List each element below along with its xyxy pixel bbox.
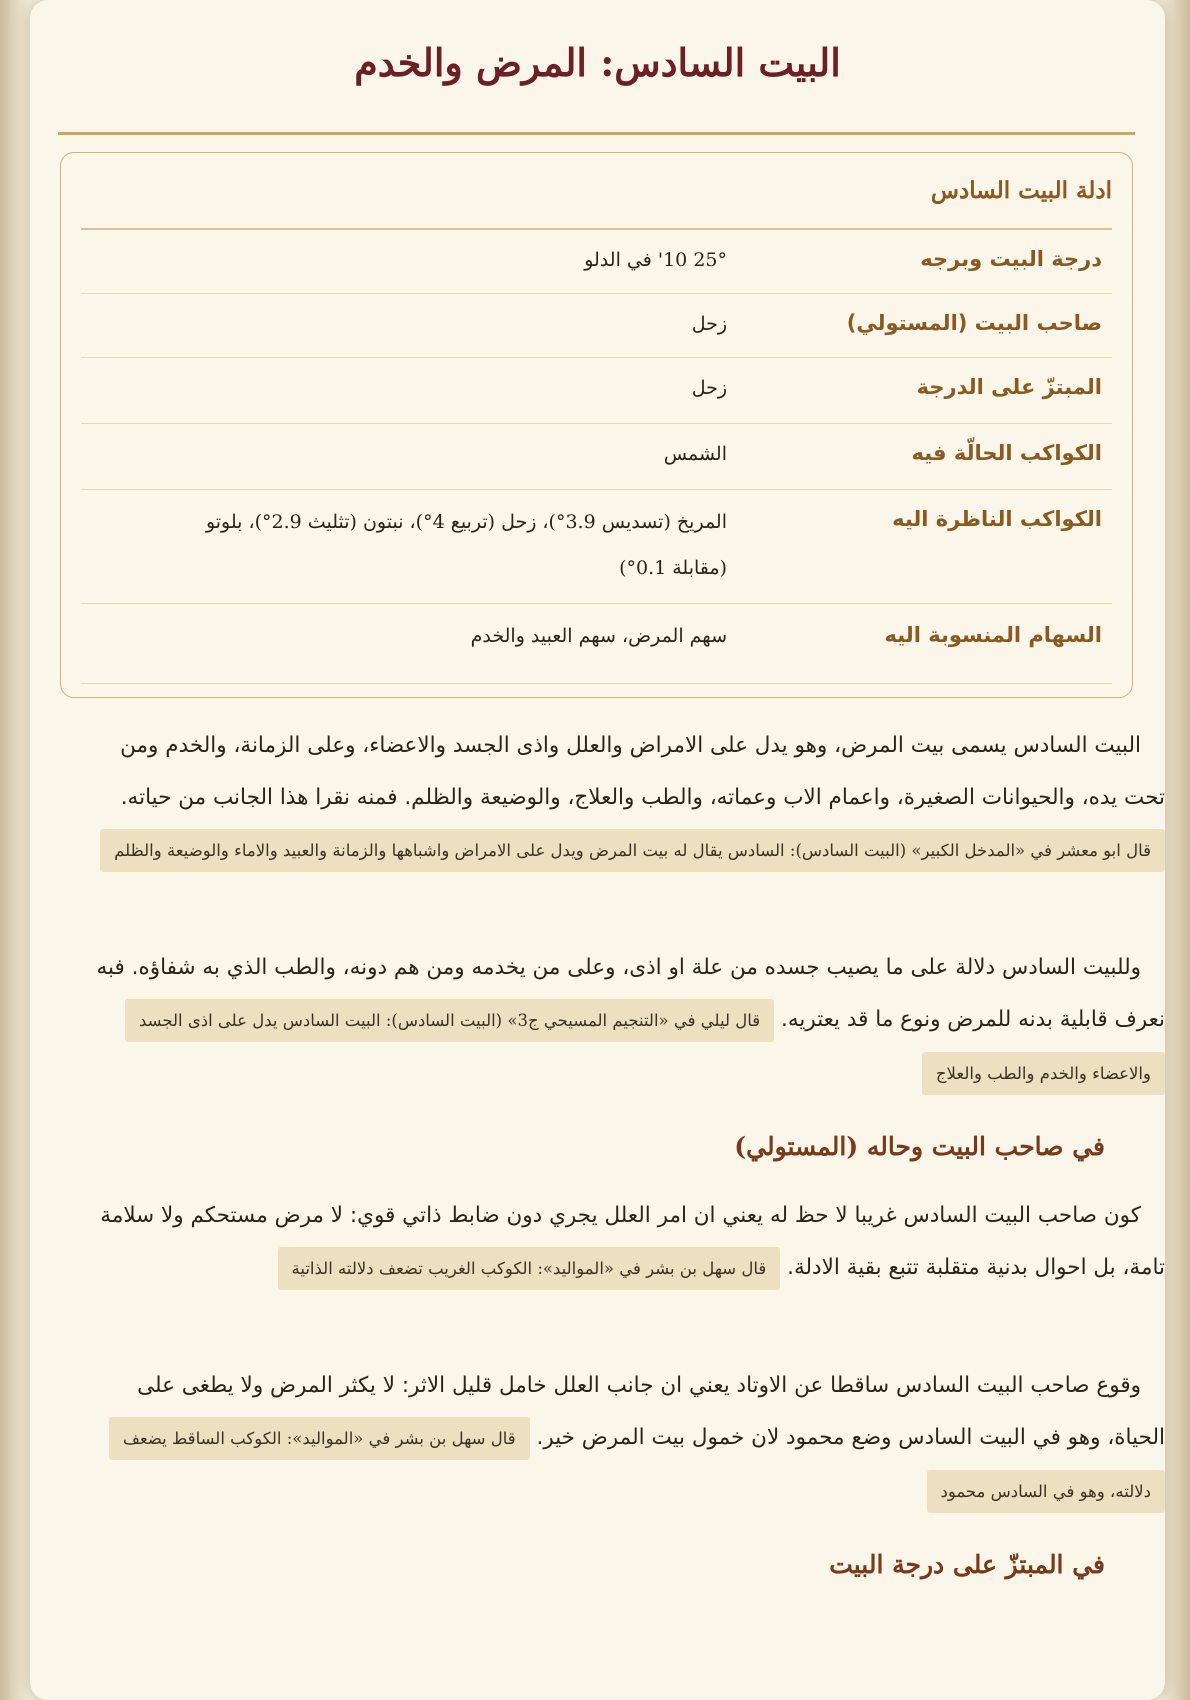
row-label-ruler: صاحب البيت (المستولي) [846,311,1102,335]
divider [81,683,1112,684]
citation: قال ليلي في «التنجيم المسيحي ج3» (البيت السادس): البيت السادس يدل على اذى الجسد والاعضاء والخدم والطب والعلاج [125,999,1165,1095]
row-label-degree: درجة البيت وبرجه [920,247,1102,271]
paragraph-text: وقوع صاحب البيت السادس ساقطا عن الاوتاد يعني ان جانب العلل خامل قليل الاثر: لا يكثر المرض ولا يطغى على الحياة، وهو في البيت السادس وضع محمود لان خمول بيت المرض خير. [137,1373,1165,1450]
row-label-planets-in: الكواكب الحالّة فيه [911,441,1102,465]
house-indicators-box [60,152,1133,698]
paragraph-text: وللبيت السادس دلالة على ما يصيب جسده من علة او اذى، وعلى من يخدمه ومن هم دونه، والطب الذي به شفاؤه. فبه نعرف قابلية بدنه للمرض ونوع ما قد يعتريه. [96,955,1165,1032]
title-divider [58,132,1135,135]
page-title: البيت السادس: المرض والخدم [354,40,841,85]
infobox-title: ادلة البيت السادس [930,177,1112,204]
divider [81,603,1112,604]
row-value-almuten: زحل [691,377,727,399]
row-label-aspects: الكواكب الناظرة اليه [892,507,1102,531]
section-heading: في المبتزّ على درجة البيت [829,1550,1105,1579]
citation: قال سهل بن بشر في «المواليد»: الكوكب الغريب تضعف دلالته الذاتية [278,1247,781,1290]
paragraph [84,942,1165,1100]
divider [81,228,1112,230]
row-value-degree: 25° 10' في الدلو [584,249,727,271]
row-label-almuten: المبتزّ على الدرجة [916,375,1102,399]
page [30,0,1165,1700]
citation: قال ابو معشر في «المدخل الكبير» (البيت السادس): السادس يقال له بيت المرض ويدل على الامراض واشباهها والزمانة والعبيد والاماء والوضيعة والظلم [100,829,1165,872]
row-value-ruler: زحل [691,313,727,335]
paragraph [84,720,1165,877]
citation: قال سهل بن بشر في «المواليد»: الكوكب الساقط يضعف دلالته، وهو في السادس محمود [109,1417,1165,1513]
divider [81,293,1112,294]
divider [81,423,1112,424]
paragraph-text: البيت السادس يسمى بيت المرض، وهو يدل على الامراض والعلل واذى الجسد والاعضاء، وعلى الزمانة، والخدم ومن تحت يده، والحيوانات الصغيرة، واعمام الاب وعماته، والطب والعلاج، والوضيعة والظلم. فمنه نقرا هذا الجانب من حياته. [120,733,1165,810]
paragraph [84,1360,1165,1518]
row-label-lots: السهام المنسوبة اليه [884,623,1102,647]
divider [81,357,1112,358]
divider [81,489,1112,490]
row-value-lots: سهم المرض، سهم العبيد والخدم [470,625,727,647]
section-heading: في صاحب البيت وحاله (المستولي) [734,1132,1105,1161]
row-value-planets-in: الشمس [663,443,727,465]
row-value-aspects: المريخ (تسديس 3.9°)، زحل (تربيع 4°)، نبتون (تثليث 2.9°)، بلوتو (مقابلة 0.1°) [205,511,727,579]
paragraph [84,1190,1165,1295]
paragraph-text: كون صاحب البيت السادس غريبا لا حظ له يعني ان امر العلل يجري دون ضابط ذاتي قوي: لا مرض مستحكم ولا سلامة تامة، بل احوال بدنية متقلبة تتبع بقية الادلة. [100,1203,1165,1280]
